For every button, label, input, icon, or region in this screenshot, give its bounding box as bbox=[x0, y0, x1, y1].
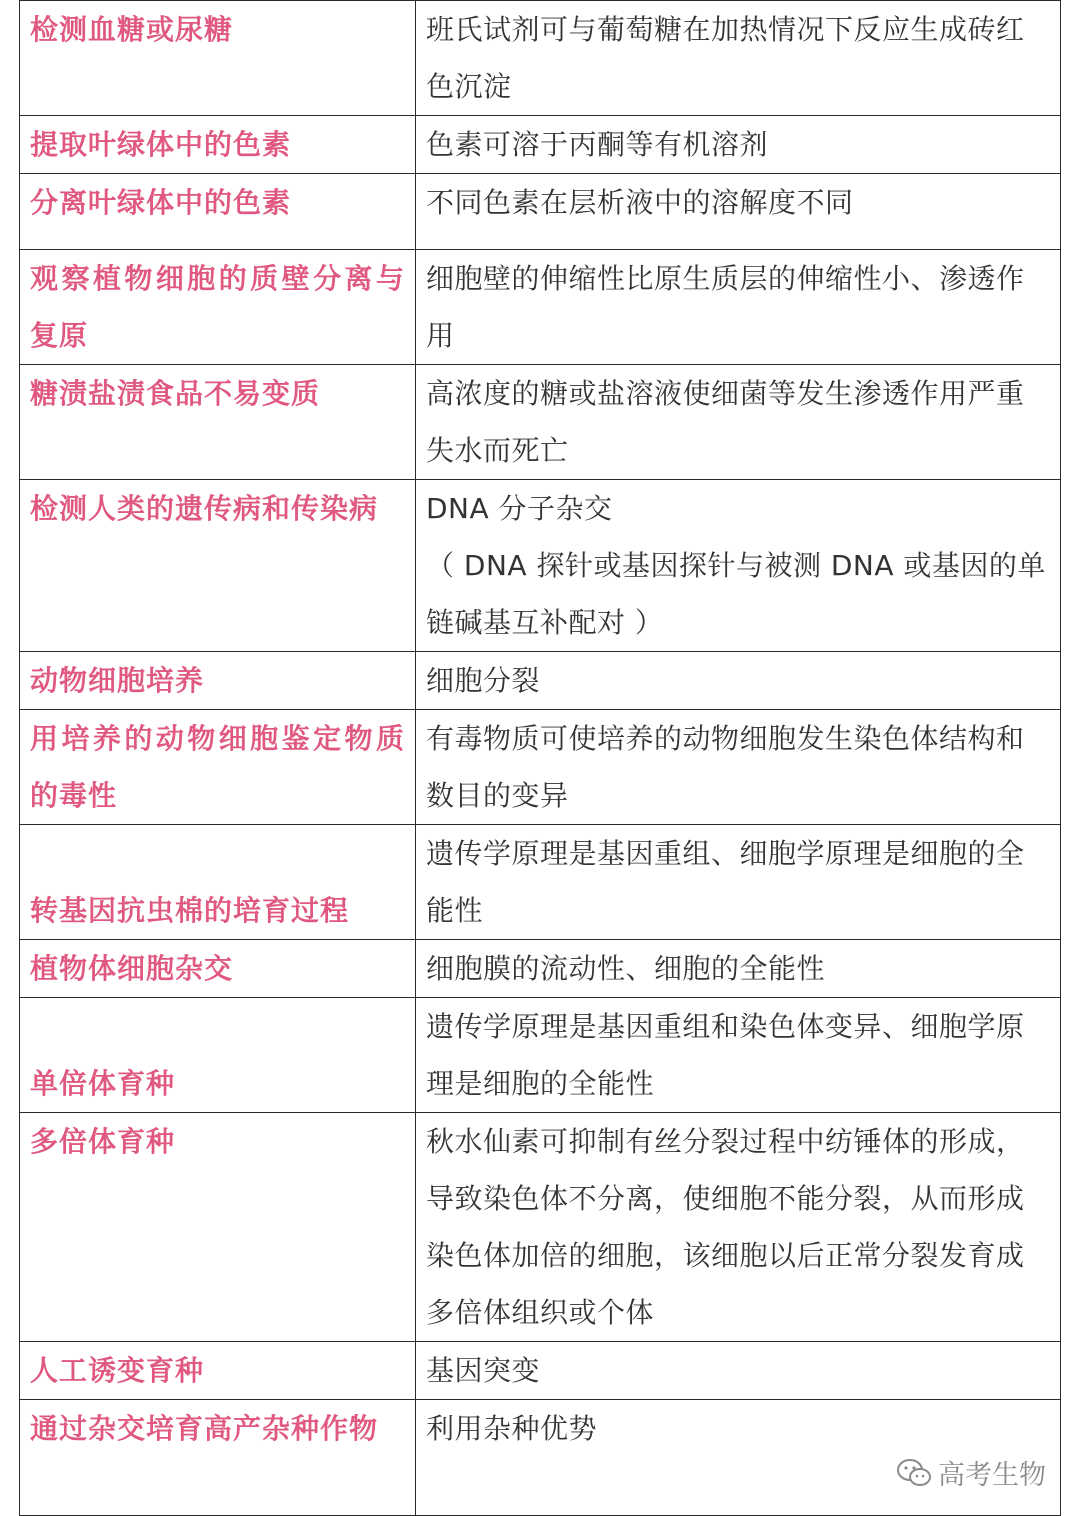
table-row bbox=[20, 1113, 1061, 1342]
table-row bbox=[20, 250, 1061, 365]
table-row bbox=[20, 1342, 1061, 1400]
item-cell: 用培养的动物细胞鉴定物质的毒性 bbox=[20, 710, 416, 825]
principle-note: （ DNA 探针或基因探针与被测 DNA 或基因的单链碱基互补配对 ） bbox=[426, 549, 1046, 639]
item-cell: 分离叶绿体中的色素 bbox=[20, 174, 416, 250]
table-row bbox=[20, 174, 1061, 250]
item-cell: 动物细胞培养 bbox=[20, 652, 416, 710]
principles-table bbox=[19, 0, 1061, 1516]
principle-cell: 细胞分裂 bbox=[416, 652, 1061, 710]
table-row bbox=[20, 825, 1061, 940]
principles-table-container bbox=[19, 0, 1061, 1516]
item-cell: 检测人类的遗传病和传染病 bbox=[20, 480, 416, 652]
principle-line: DNA 分子杂交 bbox=[426, 492, 613, 525]
item-cell: 提取叶绿体中的色素 bbox=[20, 116, 416, 174]
principle-cell: 遗传学原理是基因重组、细胞学原理是细胞的全能性 bbox=[416, 825, 1061, 940]
watermark-text: 高考生物 bbox=[938, 1460, 1046, 1491]
principle-cell bbox=[416, 480, 1061, 652]
principle-cell: 基因突变 bbox=[416, 1342, 1061, 1400]
table-row bbox=[20, 480, 1061, 652]
principle-cell: 遗传学原理是基因重组和染色体变异、细胞学原理是细胞的全能性 bbox=[416, 998, 1061, 1113]
principle-cell: 有毒物质可使培养的动物细胞发生染色体结构和数目的变异 bbox=[416, 710, 1061, 825]
principle-cell: 不同色素在层析液中的溶解度不同 bbox=[416, 174, 1061, 250]
table-row bbox=[20, 116, 1061, 174]
principle-cell: 细胞壁的伸缩性比原生质层的伸缩性小、渗透作用 bbox=[416, 250, 1061, 365]
item-cell: 转基因抗虫棉的培育过程 bbox=[20, 825, 416, 940]
item-cell: 观察植物细胞的质壁分离与复原 bbox=[20, 250, 416, 365]
table-row bbox=[20, 365, 1061, 480]
principle-cell: 班氏试剂可与葡萄糖在加热情况下反应生成砖红色沉淀 bbox=[416, 1, 1061, 116]
principle-cell: 色素可溶于丙酮等有机溶剂 bbox=[416, 116, 1061, 174]
item-cell: 检测血糖或尿糖 bbox=[20, 1, 416, 116]
principle-cell: 利用杂种优势 bbox=[416, 1400, 1061, 1516]
table-row bbox=[20, 998, 1061, 1113]
item-cell: 糖渍盐渍食品不易变质 bbox=[20, 365, 416, 480]
principle-cell: 细胞膜的流动性、细胞的全能性 bbox=[416, 940, 1061, 998]
table-row bbox=[20, 710, 1061, 825]
item-cell: 多倍体育种 bbox=[20, 1113, 416, 1342]
item-cell: 人工诱变育种 bbox=[20, 1342, 416, 1400]
item-cell: 单倍体育种 bbox=[20, 998, 416, 1113]
table-row bbox=[20, 940, 1061, 998]
wechat-icon bbox=[896, 1458, 932, 1488]
table-row bbox=[20, 1, 1061, 116]
item-cell: 通过杂交培育高产杂种作物 bbox=[20, 1400, 416, 1516]
watermark bbox=[896, 1453, 1046, 1492]
item-cell: 植物体细胞杂交 bbox=[20, 940, 416, 998]
principle-cell: 高浓度的糖或盐溶液使细菌等发生渗透作用严重失水而死亡 bbox=[416, 365, 1061, 480]
principle-cell: 秋水仙素可抑制有丝分裂过程中纺锤体的形成，导致染色体不分离，使细胞不能分裂，从而形成染色体加倍的细胞，该细胞以后正常分裂发育成多倍体组织或个体 bbox=[416, 1113, 1061, 1342]
table-row bbox=[20, 652, 1061, 710]
